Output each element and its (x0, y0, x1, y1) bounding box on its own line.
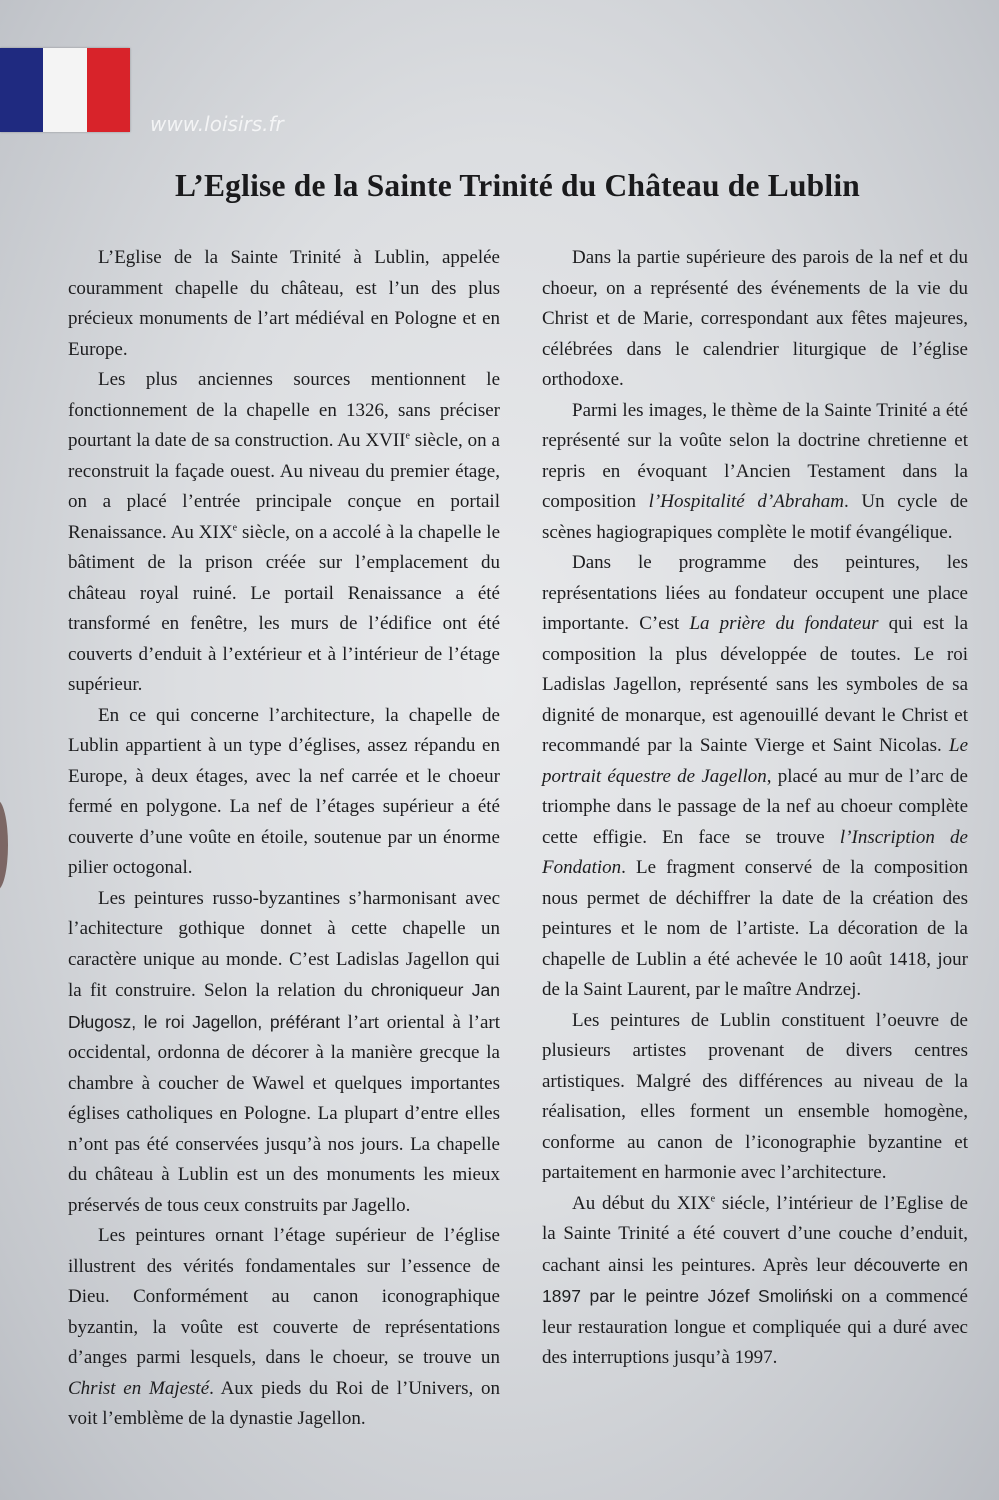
paragraph-text: . Aux pieds du Roi de l’Univers, on voit l’emblème de la dynastie Jagellon. (68, 1377, 500, 1429)
paragraph-text: Dans la partie supérieure des parois de la nef et du choeur, on a représenté des événements de la vie du Christ et de Marie, correspondant aux fêtes majeures, célébrées dans le calendrier liturgique de l’église orthodoxe. (542, 247, 968, 390)
paragraph-text: l’art oriental à l’art occidental, ordonna de décorer à la manière grecque la chambre à coucher de Wawel et quelques importantes églises catholiques en Pologne. La plupart d’entre elles n’ont pas été conservées jusqu’à nos jours. La chapelle du château à Lublin est un des monuments les mieux préservés de tous ceux construits par Jagello. (68, 1011, 500, 1216)
paragraph-text: qui est la composition la plus développée de toutes. Le roi Ladislas Jagellon, représenté sans les symboles de sa dignité de monarque, est agenouillé devant le Christ et recommandé par la Sainte Vierge et Saint Nicolas. (542, 613, 968, 756)
paragraph (542, 243, 968, 396)
watermark: www.loisirs.fr (150, 112, 284, 136)
background-object-edge (0, 800, 8, 890)
paragraph-text: découverte en 1897 par le peintre Józef Smoliński (542, 1254, 968, 1306)
italic-title: La prière du fondateur (689, 613, 879, 634)
paragraph (68, 1221, 500, 1435)
flag-stripe-white (43, 48, 86, 132)
right-column (542, 243, 968, 1374)
paragraph-text: Les peintures de Lublin constituent l’oeuvre de plusieurs artistes provenant de divers centres artistiques. Malgré des différences au niveau de la réalisation, elles forment un ensemble homogène, conforme au canon de l’iconographie byzantine et partaitement en harmonie avec l’architecture. (542, 1009, 968, 1183)
paragraph-text: En ce qui concerne l’architecture, la chapelle de Lublin appartient à un type d’églises, assez répandu en Europe, à deux étages, avec la nef carrée et le choeur fermé en polygone. La nef de l’étages supérieur a été couverte d’une voûte en étoile, soutenue par un énorme pilier octogonal. (68, 704, 500, 878)
paragraph-text: L’Eglise de la Sainte Trinité à Lublin, appelée couramment chapelle du château, est l’un des plus précieux monuments de l’art médiéval en Pologne et en Europe. (68, 247, 500, 360)
paragraph-text: chroniqueur Jan Długosz, le roi Jagellon, préférant (68, 980, 501, 1032)
paragraph-text: . Un cycle de scènes hagiograpiques complète le motif évangélique. (542, 491, 968, 543)
paragraph-text: Les plus anciennes sources mentionnent le fonctionnement de la chapelle en 1326, sans préciser pourtant la date de sa construction. Au XVII (68, 369, 500, 451)
italic-title: l’Inscription de Fondation (542, 826, 968, 878)
left-column (68, 243, 500, 1435)
paragraph-text: on a commencé leur restauration longue et compliquée qui a duré avec des interruptions jusqu’à 1997. (542, 1286, 968, 1368)
flag-stripe-red (87, 48, 130, 132)
french-flag-icon (0, 48, 130, 132)
superscript: e (710, 1193, 716, 1205)
paragraph (542, 1189, 968, 1374)
paragraph-text: siècle, on a reconstruit la façade ouest. Au niveau du premier étage, on a placé l’entrée principale conçue en portail Renaissance. Au XIX (68, 430, 500, 543)
flag-stripe-blue (0, 48, 43, 132)
paragraph-text: siècle, on a accolé à la chapelle le bâtiment de la prison créée sur l’emplacement du château royal ruiné. Le portail Renaissance a été transformé en fenêtre, les murs de l’édifice ont été couverts d’enduit à l’extérieur et à l’intérieur de l’étage supérieur. (68, 521, 500, 695)
superscript: e (405, 430, 410, 442)
paragraph (542, 1006, 968, 1189)
paragraph (542, 396, 968, 549)
page-title: L’Eglise de la Sainte Trinité du Château de Lublin (174, 168, 861, 203)
paragraph (68, 884, 500, 1222)
paragraph (68, 243, 500, 365)
paragraph-text: Au début du XIX (572, 1192, 711, 1214)
superscript: e (232, 522, 238, 534)
italic-title: l’Hospitalité d’Abraham (648, 491, 844, 512)
paragraph-text: Parmi les images, le thème de la Sainte Trinité a été représenté sur la voûte selon la doctrine chretienne et repris en évoquant l’Ancien Testament dans la composition (542, 399, 968, 512)
paragraph (68, 701, 500, 884)
italic-title: Christ en Majesté (68, 1377, 210, 1399)
paragraph-text: Dans le programme des peintures, les représentations liées au fondateur occupent une place importante. C’est (542, 552, 968, 634)
paragraph (542, 548, 968, 1006)
paragraph-text: Les peintures ornant l’étage supérieur de l’église illustrent des vérités fondamentales sur l’essence de Dieu. Conformément au canon iconographique byzantin, la voûte est couverte de représentations d’anges parmi lesquels, dans le choeur, se trouve un (68, 1225, 500, 1368)
italic-title: Le portrait équestre de Jagellon (542, 735, 968, 787)
paragraph-text: , placé au mur de l’arc de triomphe dans le passage de la nef au choeur complète cette effigie. En face se trouve (542, 765, 968, 848)
paragraph-text: . Le fragment conservé de la composition nous permet de déchiffrer la date de la création des peintures et le nom de l’artiste. La décoration de la chapelle de Lublin a été achevée le 10 août 1418, jour de la Saint Laurent, par le maître Andrzej. (542, 857, 968, 1000)
paragraph-text: Les peintures russo-byzantines s’harmonisant avec l’achitecture gothique donnet à cette chapelle un caractère unique au monde. C’est Ladislas Jagellon qui la fit construire. Selon la relation du (68, 887, 500, 1001)
paragraph (68, 365, 500, 701)
paragraph-text: siécle, l’intérieur de l’Eglise de la Sainte Trinité a été couvert d’une couche d’enduit, cachant ainsi les peintures. Après leur (542, 1192, 968, 1276)
